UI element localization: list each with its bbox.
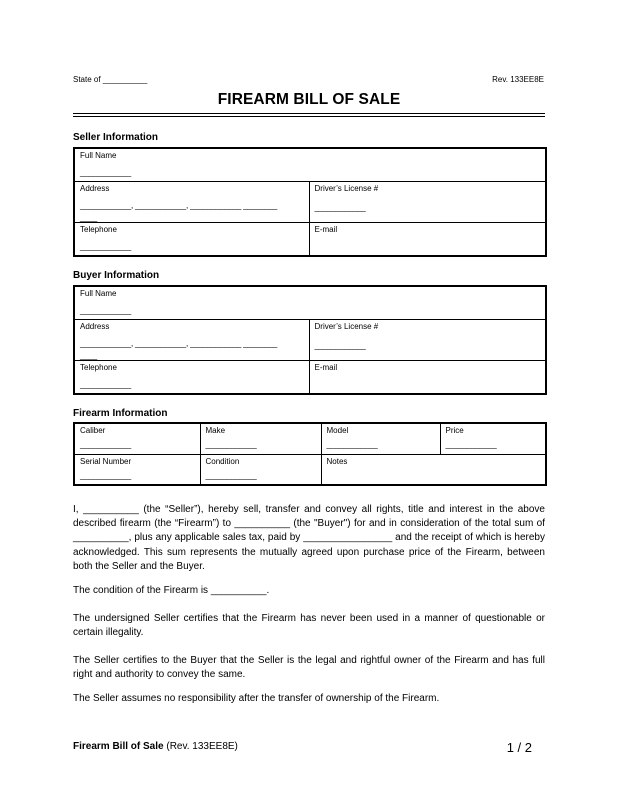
buyer-full-name-label: Full Name [80, 289, 117, 298]
make-blank[interactable]: ____________ [205, 440, 257, 449]
title-rule-bottom [73, 116, 545, 117]
buyer-email-cell[interactable] [309, 360, 546, 394]
model-cell[interactable] [321, 423, 440, 454]
state-field[interactable]: State of __________ [73, 75, 148, 84]
seller-heading: Seller Information [73, 132, 159, 143]
page-number: 1 / 2 [506, 740, 532, 755]
make-cell[interactable] [200, 423, 321, 454]
price-label: Price [445, 426, 464, 435]
buyer-email-label: E-mail [314, 362, 338, 372]
caliber-blank[interactable]: ____________ [80, 440, 131, 449]
buyer-full-name-cell[interactable] [74, 286, 546, 319]
sale-clause-paragraph: I, __________ (the “Seller”), hereby sell, transfer and convey all rights, title and interest in the above described firearm (the “Firearm”) to __________ (the "Buyer") for and in consideration of the total sum of __________, plus any applicable sales tax, paid by ________________ and the receipt of which is hereby acknowledged. This sum represents the mutually agreed upon purchase price of the Firearm, between both the Seller and the Buyer. [73, 504, 545, 572]
buyer-telephone-blank[interactable]: ____________ [80, 379, 131, 389]
caliber-cell[interactable] [74, 423, 200, 454]
model-blank[interactable]: ____________ [326, 440, 378, 449]
buyer-address-blank-line2[interactable]: ____ [80, 350, 97, 360]
seller-license-label: Driver’s License # [314, 183, 379, 193]
seller-telephone-blank[interactable]: ____________ [80, 241, 131, 251]
footer-document-name [73, 741, 238, 752]
price-cell[interactable] [440, 423, 546, 454]
footer-title: Firearm Bill of Sale [73, 741, 164, 752]
buyer-telephone-cell[interactable] [74, 360, 309, 394]
seller-full-name-cell[interactable] [74, 148, 546, 181]
title-rule-top [73, 113, 545, 114]
seller-email-cell[interactable] [309, 222, 546, 256]
seller-address-blank-line1[interactable]: ____________, ____________, ____________ ________ [80, 200, 278, 210]
responsibility-paragraph: The Seller assumes no responsibility after the transfer of ownership of the Firearm. [73, 693, 440, 704]
seller-license-blank[interactable]: ____________ [314, 202, 366, 212]
seller-telephone-cell[interactable] [74, 222, 309, 256]
ownership-certification-paragraph: The Seller certifies to the Buyer that the Seller is the legal and rightful owner of the Firearm and has full right and authority to convey the same. [73, 655, 545, 681]
revision-code: Rev. 133EE8E [492, 75, 544, 84]
model-label: Model [326, 426, 349, 435]
seller-full-name-blank[interactable]: ____________ [80, 168, 131, 177]
buyer-license-blank[interactable]: ____________ [314, 340, 366, 350]
serial-number-blank[interactable]: ____________ [80, 470, 131, 480]
buyer-table [73, 285, 547, 395]
firearm-heading: Firearm Information [73, 408, 168, 419]
seller-address-cell[interactable] [74, 181, 309, 222]
seller-full-name-label: Full Name [80, 151, 117, 160]
document-title: FIREARM BILL OF SALE [217, 91, 401, 108]
buyer-license-cell[interactable] [309, 319, 546, 360]
buyer-telephone-label: Telephone [80, 362, 117, 372]
make-label: Make [205, 426, 226, 435]
seller-telephone-label: Telephone [80, 224, 117, 234]
firearm-table [73, 422, 547, 486]
buyer-license-label: Driver’s License # [314, 321, 379, 331]
buyer-address-blank-line1[interactable]: ____________, ____________, ____________ ________ [80, 338, 278, 348]
seller-license-cell[interactable] [309, 181, 546, 222]
buyer-address-cell[interactable] [74, 319, 309, 360]
buyer-full-name-blank[interactable]: ____________ [80, 306, 131, 315]
seller-email-label: E-mail [314, 224, 338, 234]
legality-certification-paragraph: The undersigned Seller certifies that the Firearm has never been used in a manner of questionable or certain illegality. [73, 613, 545, 639]
caliber-label: Caliber [80, 426, 106, 435]
notes-cell[interactable] [321, 454, 546, 485]
notes-label: Notes [326, 456, 348, 466]
buyer-heading: Buyer Information [73, 270, 160, 281]
serial-number-cell[interactable] [74, 454, 200, 485]
seller-address-label: Address [80, 183, 110, 193]
condition-label: Condition [205, 456, 240, 466]
price-blank[interactable]: ____________ [445, 440, 497, 449]
buyer-address-label: Address [80, 321, 110, 331]
condition-blank[interactable]: ____________ [205, 470, 257, 480]
serial-number-label: Serial Number [80, 456, 132, 466]
seller-address-blank-line2[interactable]: ____ [80, 212, 97, 222]
condition-paragraph: The condition of the Firearm is __________. [73, 585, 270, 596]
condition-cell[interactable] [200, 454, 321, 485]
footer-revision: (Rev. 133EE8E) [163, 741, 238, 752]
seller-table [73, 147, 547, 257]
